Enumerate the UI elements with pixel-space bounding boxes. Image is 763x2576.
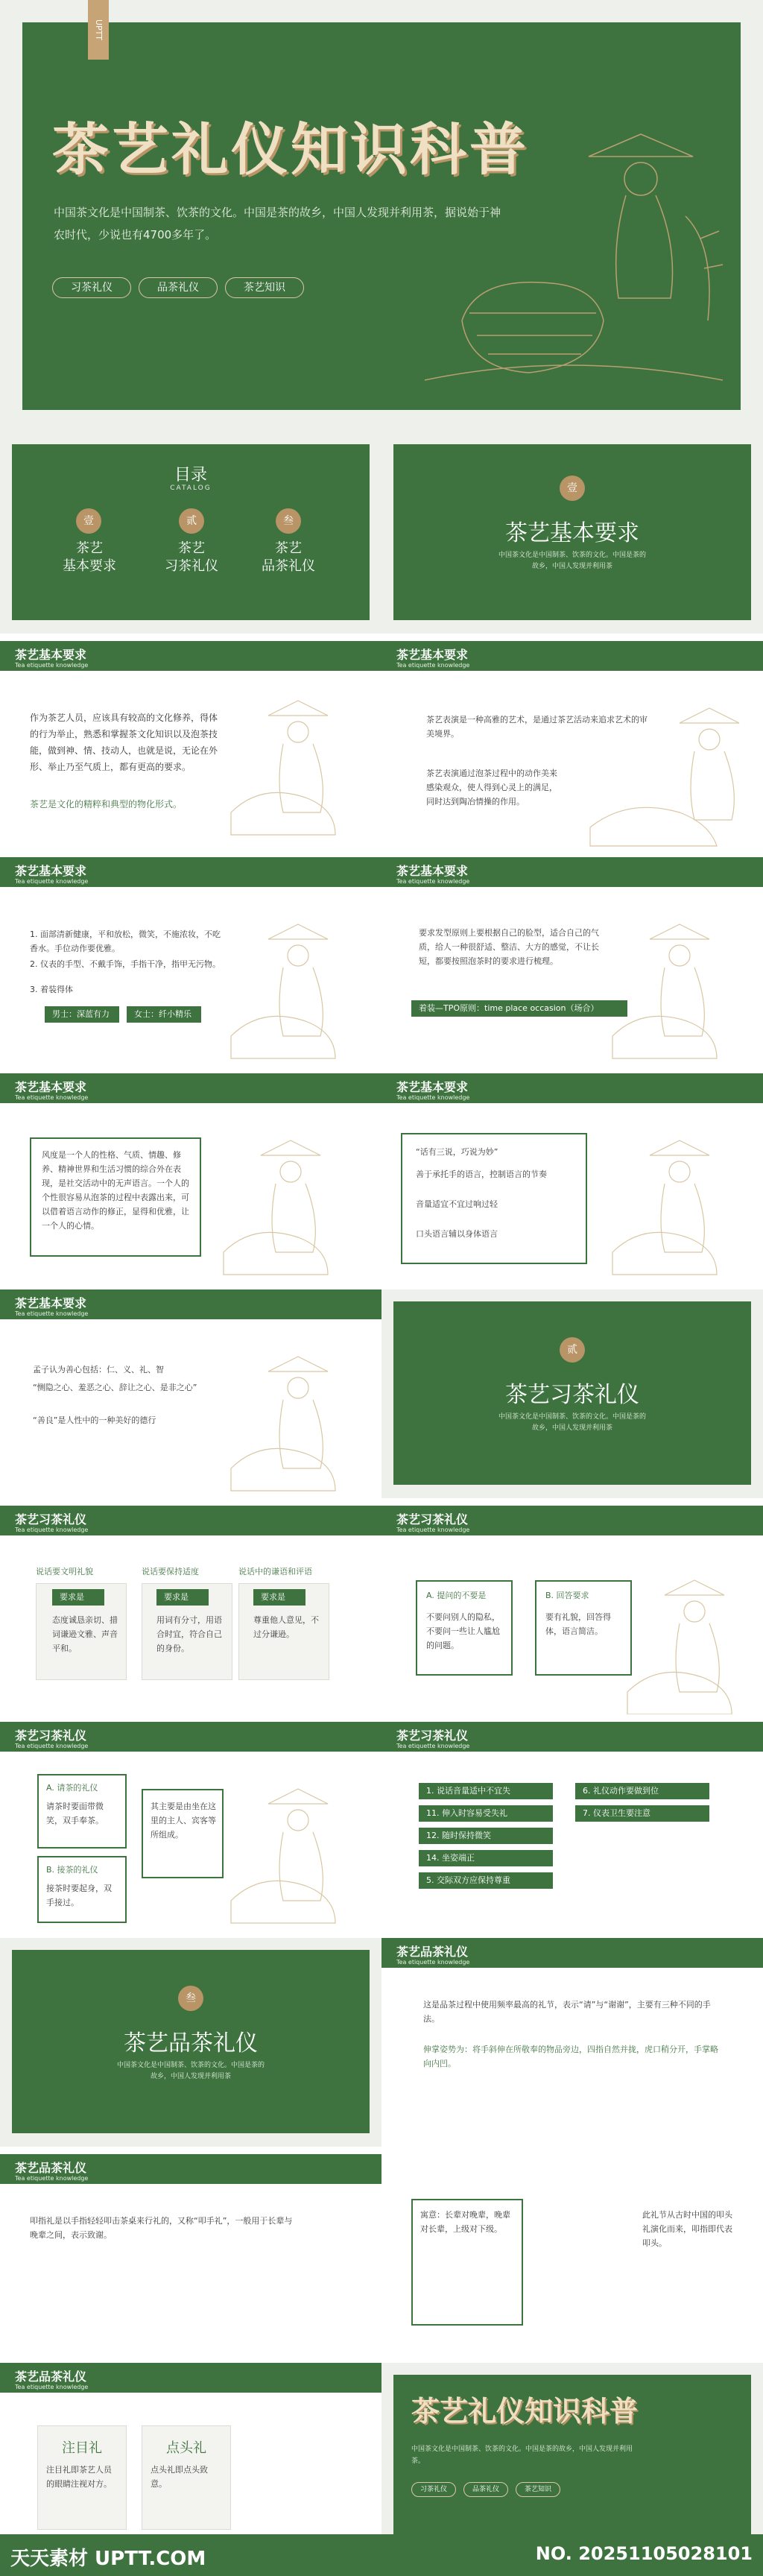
catalog-num-2: 贰 (179, 508, 204, 534)
end-tag-3: 茶艺知识 (516, 2482, 560, 2497)
basic-header-3 (0, 857, 382, 887)
basic-header-5 (0, 1073, 382, 1103)
practice-header-1 (0, 1506, 382, 1535)
taste-sub-1: Tea etiquette knowledge (396, 1959, 470, 1966)
basic-virtue-3: “善良”是人性中的一种美好的德行 (33, 1415, 156, 1425)
section2-num: 贰 (560, 1337, 585, 1363)
section1-title: 茶艺基本要求 (505, 520, 639, 546)
basic-slide-2 (382, 641, 763, 850)
tea-picker-illustration (605, 909, 762, 1066)
basic-slide-4 (382, 857, 763, 1066)
basic-slide-7 (0, 1289, 382, 1498)
section3-desc: 中国茶文化是中国制茶、饮茶的文化。中国是茶的故乡，中国人发现并利用茶 (116, 2062, 265, 2080)
taste-card-2-title: 点头礼 (166, 2440, 206, 2456)
basic-text-4: 要求发型原则上要根据自己的脸型，适合自己的气质，给人一种很舒适、整洁、大方的感觉，不让长短，都要按照泡茶时的要求进行梳理。 (419, 928, 599, 966)
basic-list-2: 2. 仪表的手型、不戴手饰，手指干净，指甲无污物。 (30, 959, 221, 969)
basic-sub-5: Tea etiquette knowledge (15, 1094, 89, 1101)
section1-slide (382, 432, 763, 634)
man-dress-bar: 男士：深蓝有力 (45, 1006, 119, 1023)
practice-card-1-title: 要求是 (52, 1589, 104, 1606)
basic-header-7 (0, 1289, 382, 1319)
practice-slide-2 (382, 1506, 763, 1714)
basic-sub-6: Tea etiquette knowledge (396, 1094, 470, 1101)
end-title: 茶艺礼仪知识科普 (411, 2394, 639, 2428)
cover-slide (0, 0, 763, 432)
taste-title-1: 茶艺品茶礼仪 (396, 1945, 469, 1959)
practice-sub-1: Tea etiquette knowledge (15, 1527, 89, 1533)
basic-header-2 (382, 641, 763, 671)
section1-num: 壹 (560, 476, 585, 501)
basic-list-3: 3. 着装得体 (30, 985, 73, 994)
taste-text-2: 叩指礼是以手指轻轻叩击茶桌来行礼的，又称“叩手礼”，一般用于长辈与晚辈之间，表示致谢。 (30, 2216, 293, 2240)
practice-card-3-text: 尊重他人意见，不过分谦逊。 (253, 1615, 319, 1639)
taste-slide-1 (382, 1938, 763, 2147)
practice-card-3-title: 要求是 (253, 1589, 305, 1606)
footer-right: NO. 20251105028101 (535, 2543, 753, 2564)
section3-num: 叁 (178, 1986, 203, 2011)
basic-point-4: 口头语言辅以身体语言 (416, 1229, 498, 1239)
tea-picker-illustration (224, 1774, 380, 1931)
taste-header-2 (0, 2154, 382, 2184)
practice-tea-right: 其主要是由坐在这里的主人、宾客等所组成。 (151, 1802, 216, 1840)
practice-rule-3: 12. 随时保持微笑 (419, 1828, 553, 1844)
taste-slide-2 (0, 2154, 382, 2363)
practice-tea-title-2: B. 接茶的礼仪 (46, 1865, 98, 1875)
practice-rule-4: 14. 坐姿端正 (419, 1850, 553, 1866)
tea-picker-illustration (216, 1126, 380, 1282)
practice-head-2: 说话要保持适度 (142, 1567, 199, 1576)
basic-text-2b: 茶艺表演通过泡茶过程中的动作美来感染观众，使人得到心灵上的满足，同时达到陶冶情操的作用。 (426, 768, 557, 806)
practice-q-title-1: A. 提问的不要是 (426, 1591, 487, 1600)
basic-title-4: 茶艺基本要求 (396, 864, 469, 878)
taste-sub-2: Tea etiquette knowledge (15, 2175, 89, 2182)
catalog-item-3[interactable]: 茶艺 品茶礼仪 (262, 540, 315, 574)
basic-point-2: 善于承托手的语言，控制语言的节奏 (416, 1169, 547, 1179)
practice-title-1: 茶艺习茶礼仪 (15, 1512, 87, 1527)
practice-sub-4: Tea etiquette knowledge (396, 1743, 470, 1749)
cover-badge: UPTT (88, 0, 109, 60)
catalog-num-3: 叁 (276, 508, 301, 534)
taste-text-3a: 寓意：长辈对晚辈，晚辈对长辈，上级对下级。 (420, 2210, 510, 2234)
basic-header-6 (382, 1073, 763, 1103)
practice-head-3: 说话中的谦语和评语 (238, 1567, 312, 1576)
basic-slide-6 (382, 1073, 763, 1282)
woman-dress-bar: 女士：纤小精乐 (127, 1006, 201, 1023)
practice-card-2-title: 要求是 (156, 1589, 209, 1606)
tea-picker-illustration (224, 909, 380, 1066)
practice-rule-1: 1. 说话音量适中不宜失 (419, 1783, 553, 1799)
basic-title-7: 茶艺基本要求 (15, 1296, 87, 1310)
section2-desc: 中国茶文化是中国制茶、饮茶的文化。中国是茶的故乡，中国人发现并利用茶 (498, 1413, 646, 1432)
practice-title-3: 茶艺习茶礼仪 (15, 1729, 87, 1743)
end-slide (382, 2363, 763, 2534)
basic-point-1: “话有三说，巧说为妙” (416, 1147, 498, 1157)
practice-slide-1 (0, 1506, 382, 1714)
cover-tag-3: 茶艺知识 (225, 277, 304, 298)
basic-slide-3 (0, 857, 382, 1066)
practice-title-4: 茶艺习茶礼仪 (396, 1729, 469, 1743)
taste-sub-4: Tea etiquette knowledge (15, 2384, 89, 2390)
basic-text-1: 作为茶艺人员，应该具有较高的文化修养，得体的行为举止，熟悉和掌握茶文化知识以及泡茶技能，做到神、情、技动人，也就是说，无论在外形、举止乃至气质上，都有更高的要求。 (30, 713, 218, 772)
cover-tag-2: 品茶礼仪 (139, 277, 218, 298)
basic-header-4 (382, 857, 763, 887)
basic-sub-4: Tea etiquette knowledge (396, 878, 470, 885)
basic-title-3: 茶艺基本要求 (15, 864, 87, 878)
basic-point-3: 音量适宜不宜过响过轻 (416, 1199, 498, 1209)
practice-slide-4 (382, 1722, 763, 1931)
practice-title-2: 茶艺习茶礼仪 (396, 1512, 469, 1527)
practice-rule-5: 5. 交际双方应保持尊重 (419, 1872, 553, 1889)
practice-tea-text-2: 接茶时要起身，双手接过。 (46, 1884, 112, 1907)
section1-desc: 中国茶文化是中国制茶、饮茶的文化。中国是茶的故乡，中国人发现并利用茶 (498, 552, 646, 570)
section3-title: 茶艺品茶礼仪 (124, 2030, 258, 2056)
catalog-item-2[interactable]: 茶艺 习茶礼仪 (165, 540, 218, 574)
cover-tag-1: 习茶礼仪 (52, 277, 131, 298)
practice-rule-2: 11. 伸入时容易受失礼 (419, 1805, 553, 1822)
taste-card-1-title: 注目礼 (62, 2440, 102, 2456)
taste-slide-4 (0, 2363, 382, 2534)
basic-title-6: 茶艺基本要求 (396, 1080, 469, 1094)
practice-q-text-1: 不要问别人的隐私，不要问一些让人尴尬的问题。 (426, 1612, 500, 1650)
basic-title-5: 茶艺基本要求 (15, 1080, 87, 1094)
practice-rule-6: 6. 礼仪动作要做到位 (575, 1783, 709, 1799)
basic-header-1 (0, 641, 382, 671)
cover-description: 中国茶文化是中国制茶、饮茶的文化。中国是茶的故乡，中国人发现并利用茶，据说始于神农时代，少说也有4700多年了。 (54, 206, 501, 242)
practice-header-2 (382, 1506, 763, 1535)
section2-slide (382, 1289, 763, 1498)
practice-header-3 (0, 1722, 382, 1752)
catalog-slide (0, 432, 382, 634)
taste-card-2-text: 点头礼即点头致意。 (151, 2465, 208, 2489)
basic-slide-1 (0, 641, 382, 850)
catalog-subtitle: CATALOG (170, 484, 212, 492)
practice-card-1-text: 态度诚恳亲切、措词谦逊文雅、声音平和。 (52, 1615, 118, 1653)
taste-sub-text-1: 伸掌姿势为：将手斜伸在所敬奉的物品旁边，四指自然并拢，虎口稍分开，手掌略向内凹。 (423, 2045, 718, 2068)
basic-note-1: 茶艺是文化的精粹和典型的物化形式。 (30, 799, 183, 809)
basic-slide-5 (0, 1073, 382, 1282)
practice-sub-3: Tea etiquette knowledge (15, 1743, 89, 1749)
section3-slide (0, 1938, 382, 2147)
practice-slide-3 (0, 1722, 382, 1931)
practice-rule-7: 7. 仪表卫生要注意 (575, 1805, 709, 1822)
taste-text-3b: 此礼节从古时中国的叩头礼演化而来，叩指即代表叩头。 (642, 2210, 732, 2248)
tea-picker-illustration (224, 1342, 380, 1498)
practice-tea-text-1: 请茶时要面带微笑，双手奉茶。 (46, 1802, 104, 1825)
end-tag-2: 品茶礼仪 (463, 2482, 508, 2497)
practice-tea-title-1: A. 请茶的礼仪 (46, 1783, 98, 1793)
taste-header-4 (0, 2363, 382, 2393)
tea-picker-illustration (620, 1565, 762, 1714)
tea-picker-illustration (224, 686, 380, 842)
practice-q-title-2: B. 回答要求 (545, 1591, 589, 1600)
taste-card-1-text: 注目礼即茶艺人员的眼睛注视对方。 (46, 2465, 112, 2489)
practice-card-2-text: 用词有分寸，用语合时宜，符合自己的身份。 (156, 1615, 222, 1653)
taste-text-1: 这是品茶过程中使用频率最高的礼节，表示“请”与“谢谢”，主要有三种不同的手法。 (423, 2000, 711, 2024)
taste-slide-3 (382, 2154, 763, 2363)
basic-sub-1: Tea etiquette knowledge (15, 662, 89, 669)
basic-sub-3: Tea etiquette knowledge (15, 878, 89, 885)
practice-q-text-2: 要有礼貌，回答得体，语言简洁。 (545, 1612, 611, 1636)
catalog-item-1[interactable]: 茶艺 基本要求 (63, 540, 116, 574)
tpo-bar: 着装—TPO原则：time place occasion（场合） (411, 1000, 627, 1017)
basic-sub-2: Tea etiquette knowledge (396, 662, 470, 669)
basic-sub-7: Tea etiquette knowledge (15, 1310, 89, 1317)
catalog-num-1: 壹 (76, 508, 101, 534)
footer-left: 天天素材 UPTT.COM (10, 2548, 206, 2570)
practice-sub-2: Tea etiquette knowledge (396, 1527, 470, 1533)
taste-title-2: 茶艺品茶礼仪 (15, 2161, 87, 2175)
basic-text-5: 风度是一个人的性格、气质、情趣、修养、精神世界和生活习惯的综合外在表现，是社交活动中的无声语言。一个人的个性很容易从泡茶的过程中表露出来，可以借着语言动作的修正，显得和优雅，让一个人的心情。 (42, 1150, 189, 1231)
basic-text-2a: 茶艺表演是一种高雅的艺术，是通过茶艺活动来追求艺术的审美境界。 (426, 715, 648, 739)
basic-title-1: 茶艺基本要求 (15, 648, 87, 662)
end-tag-1: 习茶礼仪 (411, 2482, 456, 2497)
basic-list-1: 1. 面部清新健康，平和放松，微笑，不施浓妆，不吃香水。手位动作要优雅。 (30, 929, 221, 953)
cover-title: 茶艺礼仪知识科普 (52, 116, 529, 183)
practice-head-1: 说话要文明礼貌 (36, 1567, 93, 1576)
end-desc: 中国茶文化是中国制茶、饮茶的文化。中国是茶的故乡，中国人发现并利用茶。 (411, 2446, 633, 2465)
taste-header-1 (382, 1938, 763, 1968)
catalog-title: 目录 (174, 466, 207, 484)
basic-virtue-1: 孟子认为善心包括：仁、义、礼、智 (33, 1365, 164, 1374)
basic-virtue-2: “恻隐之心、羞恶之心、辞让之心、是非之心” (33, 1383, 197, 1392)
taste-title-4: 茶艺品茶礼仪 (15, 2370, 87, 2384)
basic-title-2: 茶艺基本要求 (396, 648, 469, 662)
practice-header-4 (382, 1722, 763, 1752)
tea-picker-illustration (605, 1126, 762, 1282)
section2-title: 茶艺习茶礼仪 (505, 1382, 639, 1408)
